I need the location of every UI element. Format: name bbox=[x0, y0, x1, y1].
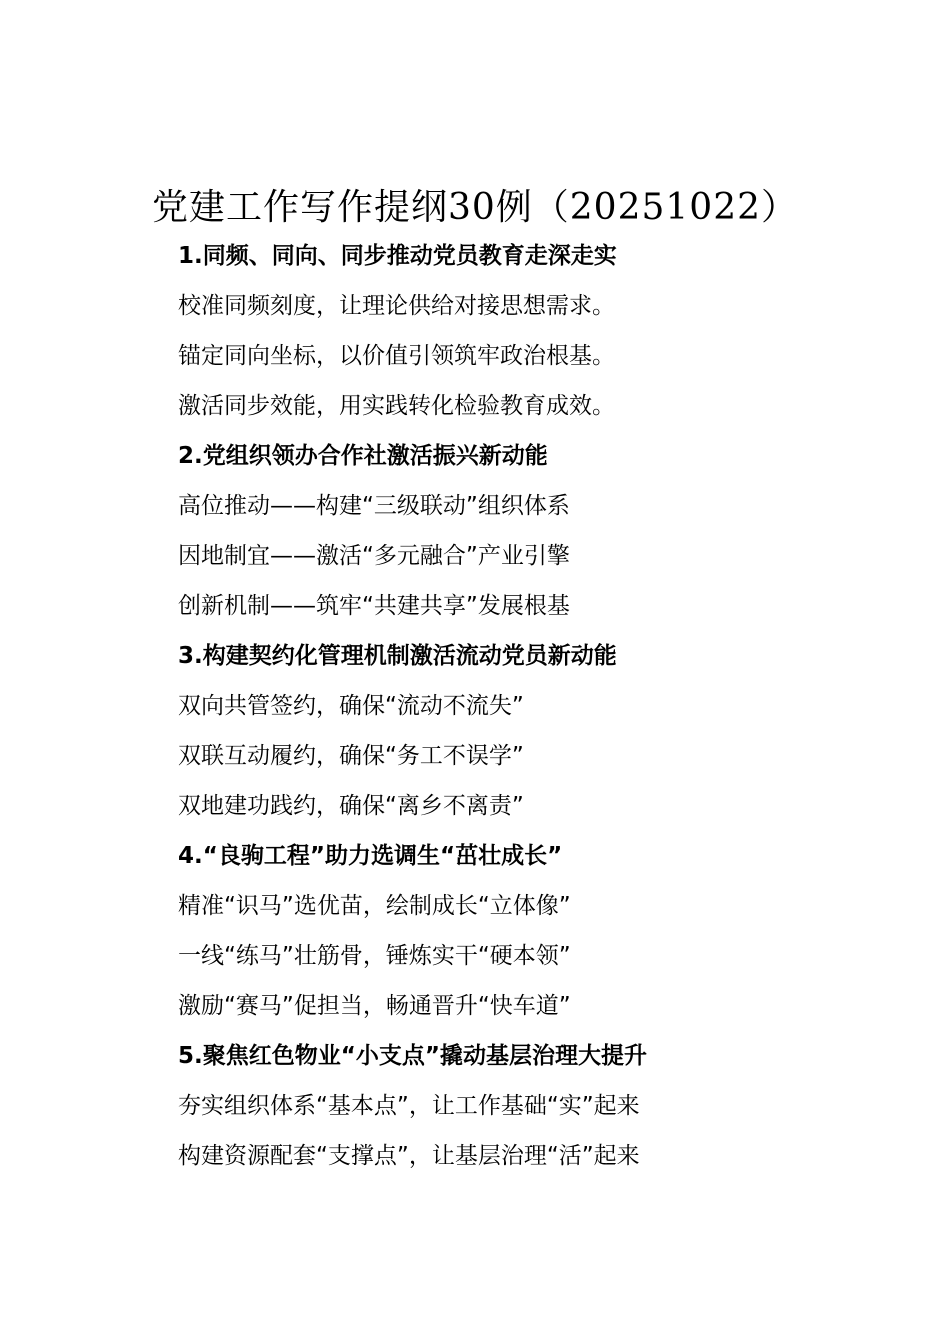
outline-list bbox=[178, 231, 878, 1181]
section-point: 精准“识马”选优苗，绘制成长“立体像” bbox=[178, 893, 571, 919]
document-title: 党建工作写作提纲30例（20251022） bbox=[151, 187, 799, 228]
section-point: 夯实组织体系“基本点”，让工作基础“实”起来 bbox=[178, 1093, 640, 1119]
section-point: 双向共管签约，确保“流动不流失” bbox=[178, 693, 524, 719]
section-point: 一线“练马”壮筋骨，锤炼实干“硬本领” bbox=[178, 943, 571, 969]
section-point: 因地制宜——激活“多元融合”产业引擎 bbox=[178, 543, 570, 569]
section-point: 激活同步效能，用实践转化检验教育成效。 bbox=[178, 393, 615, 419]
section-point: 双地建功践约，确保“离乡不离责” bbox=[178, 793, 524, 819]
section-point: 创新机制——筑牢“共建共享”发展根基 bbox=[178, 593, 570, 619]
section-heading: 2.党组织领办合作社激活振兴新动能 bbox=[178, 443, 548, 469]
section-heading: 4.“良驹工程”助力选调生“茁壮成长” bbox=[178, 843, 563, 869]
section-heading: 3.构建契约化管理机制激活流动党员新动能 bbox=[178, 643, 617, 669]
section-heading: 1.同频、同向、同步推动党员教育走深走实 bbox=[178, 243, 617, 269]
section-point: 双联互动履约，确保“务工不误学” bbox=[178, 743, 524, 769]
section-point: 高位推动——构建“三级联动”组织体系 bbox=[178, 493, 570, 519]
section-point: 激励“赛马”促担当，畅通晋升“快车道” bbox=[178, 993, 571, 1019]
section-point: 锚定同向坐标，以价值引领筑牢政治根基。 bbox=[178, 343, 615, 369]
section-point: 校准同频刻度，让理论供给对接思想需求。 bbox=[178, 293, 615, 319]
section-point: 构建资源配套“支撑点”，让基层治理“活”起来 bbox=[178, 1143, 640, 1169]
section-heading: 5.聚焦红色物业“小支点”撬动基层治理大提升 bbox=[178, 1043, 647, 1069]
